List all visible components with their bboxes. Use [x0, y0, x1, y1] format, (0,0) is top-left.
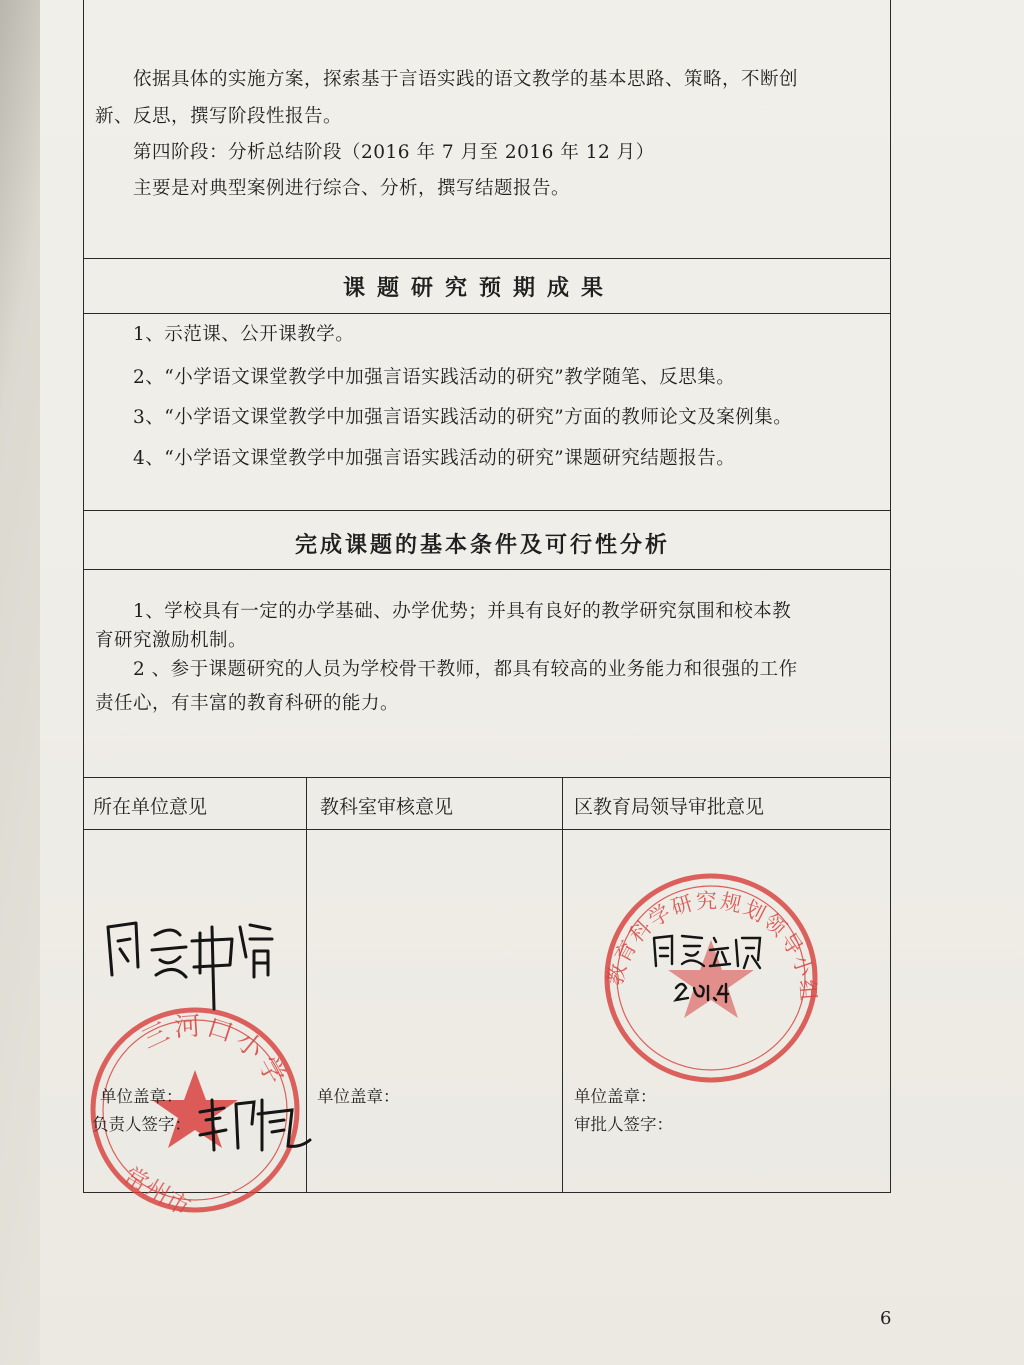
condition-2-line-2: 责任心，有丰富的教育科研的能力。 — [95, 693, 400, 714]
col1-seal-label: 单位盖章： — [100, 1087, 183, 1106]
divider — [83, 313, 891, 314]
result-item: 3、“小学语文课堂教学中加强言语实践活动的研究”方面的教师论文及案例集。 — [133, 407, 793, 428]
divider — [83, 258, 891, 259]
col3-seal-label: 单位盖章： — [574, 1087, 657, 1106]
column-divider — [562, 777, 563, 1192]
result-item: 2、“小学语文课堂教学中加强言语实践活动的研究”教学随笔、反思集。 — [133, 367, 736, 388]
col2-seal-label: 单位盖章： — [317, 1087, 400, 1106]
result-item: 1、示范课、公开课教学。 — [133, 324, 355, 345]
svg-text:教育科学研究规划领导小组: 教育科学研究规划领导小组 — [602, 888, 821, 1004]
implementation-line-2: 新、反思，撰写阶段性报告。 — [95, 106, 343, 127]
condition-1-line-2: 育研究激励机制。 — [95, 630, 248, 651]
approval-header-unit: 所在单位意见 — [93, 796, 208, 818]
condition-1-line-1: 1、学校具有一定的办学基础、办学优势；并具有良好的教学研究氛围和校本教 — [133, 601, 792, 622]
condition-2-line-1: 2 、参于课题研究的人员为学校骨干教师，都具有较高的业务能力和很强的工作 — [133, 659, 798, 680]
stage4-description: 主要是对典型案例进行综合、分析，撰写结题报告。 — [133, 178, 571, 199]
handwritten-approval-comment — [100, 905, 280, 1015]
responsible-person-signature — [192, 1090, 322, 1160]
divider — [83, 829, 891, 830]
approval-header-research-office: 教科室审核意见 — [320, 796, 454, 818]
col3-sign-label: 审批人签字： — [574, 1115, 673, 1134]
section-heading-expected-results: 课题研究预期成果 — [343, 275, 616, 301]
section-heading-conditions: 完成课题的基本条件及可行性分析 — [295, 532, 671, 558]
page-number: 6 — [880, 1308, 892, 1329]
col1-sign-label: 负责人签字： — [92, 1115, 191, 1134]
approval-header-bureau: 区教育局领导审批意见 — [574, 796, 765, 818]
divider — [83, 777, 891, 778]
divider — [83, 510, 891, 511]
stage4-title: 第四阶段：分析总结阶段（2016 年 7 月至 2016 年 12 月） — [133, 142, 655, 163]
divider — [83, 569, 891, 570]
svg-text:常州市: 常州市 — [118, 1161, 196, 1222]
bureau-handwritten-comment — [648, 926, 768, 1016]
result-item: 4、“小学语文课堂教学中加强言语实践活动的研究”课题研究结题报告。 — [133, 448, 736, 469]
implementation-line-1: 依据具体的实施方案，探索基于言语实践的语文教学的基本思路、策略，不断创 — [133, 69, 799, 90]
svg-text:三河口小学: 三河口小学 — [137, 1011, 293, 1093]
